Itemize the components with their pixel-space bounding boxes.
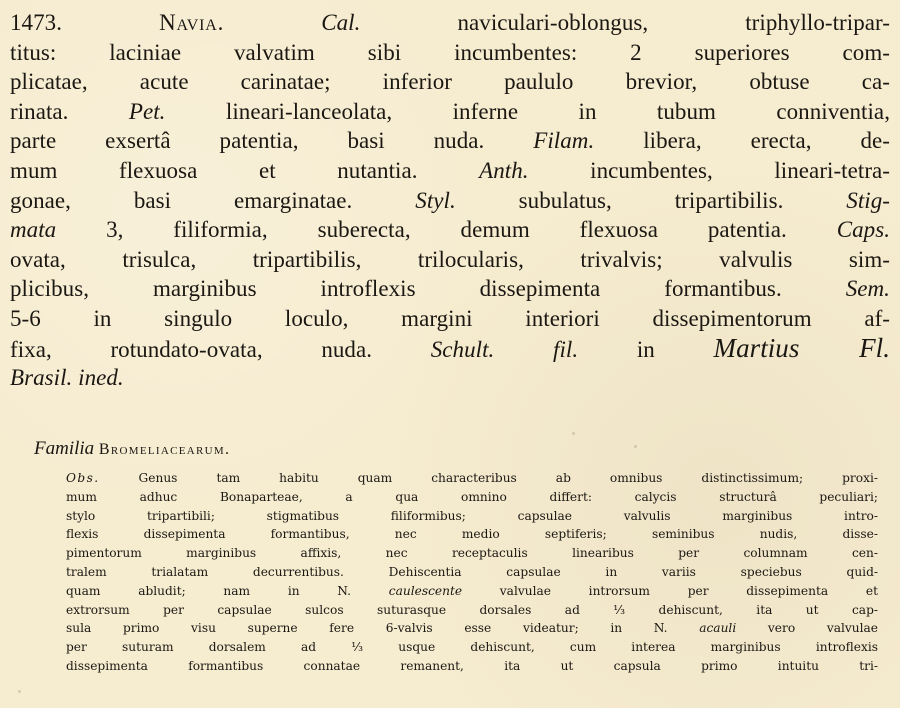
main-text-run: 3, filiformia, suberecta, demum flexuosa patentia. (56, 217, 837, 243)
main-text-run: ovata, trisulca, tripartibilis, trilocularis, trivalvis; valvulis sim- (10, 246, 890, 272)
main-text-run: Pet. (128, 98, 166, 124)
main-line (10, 38, 890, 68)
main-text-run: in (578, 336, 714, 362)
main-text-run: plicibus, marginibus introflexis dissepimenta formantibus. (10, 276, 846, 302)
main-text-run: mum flexuosa et nutantia. (10, 157, 480, 183)
main-line (10, 186, 890, 216)
main-line (10, 363, 890, 393)
main-text-run: Navia. (159, 10, 225, 35)
family-line (34, 437, 230, 462)
main-text-run: plicatae, acute carinatae; inferior paululo brevior, obtuse ca- (10, 69, 890, 95)
obs-line (66, 582, 878, 601)
main-text-run: Brasil. ined. (10, 365, 124, 391)
main-text-run: Styl. (415, 187, 456, 213)
main-text-run: Sem. (845, 276, 890, 302)
main-text-run: fixa, rotundato-ovata, nuda. (10, 336, 431, 362)
obs-text-run: dissepimenta formantibus connatae remanent, ita ut capsula primo intuitu tri- (66, 658, 878, 673)
main-text-run: mata (10, 217, 57, 243)
obs-line (66, 601, 878, 620)
paper-speck (634, 445, 637, 448)
main-text-run: gonae, basi emarginatae. (10, 187, 416, 213)
main-text-run: naviculari-oblongus, triphyllo-tripar- (360, 10, 890, 35)
obs-line (66, 507, 878, 526)
obs-line (66, 488, 878, 507)
main-text-run: 1473. (10, 10, 160, 35)
obs-text-run: flexis dissepimenta formantibus, nec medio septiferis; seminibus nudis, disse- (66, 527, 878, 542)
main-line (10, 274, 890, 304)
obs-text-run: mum adhuc Bonaparteae, a qua omnino differt: calycis structurâ peculiari; (66, 489, 878, 504)
main-text-run: incumbentes, lineari-tetra- (528, 157, 890, 183)
main-text-run: Schult. fil. (430, 336, 579, 362)
main-text-run: rinata. (10, 98, 129, 124)
obs-text-run: acauli (699, 621, 737, 636)
obs-line (66, 619, 878, 638)
obs-line (66, 638, 878, 657)
main-text-run: Cal. (321, 10, 361, 35)
obs-line (66, 563, 878, 582)
obs-text-run: vero valvulae (736, 621, 879, 636)
main-line (10, 126, 890, 156)
main-text-run: Filam. (533, 128, 595, 154)
obs-text-run: Obs. (66, 471, 100, 485)
main-line (10, 245, 890, 275)
main-text-run: Martius Fl. (713, 332, 890, 363)
obs-text-run: pimentorum marginibus affixis, nec receptaculis linearibus per columnam cen- (66, 546, 878, 561)
main-text-run: Caps. (836, 217, 890, 243)
family-name: Bromeliacearum. (98, 441, 231, 458)
main-text-run: Anth. (479, 157, 529, 183)
obs-text-run: per suturam dorsalem ad ⅓ usque dehiscunt, cum interea marginibus introflexis (66, 640, 878, 655)
main-text-run: subulatus, tripartibilis. (455, 187, 847, 213)
main-line (10, 334, 890, 364)
paper-speck (572, 432, 575, 435)
main-text-run: lineari-lanceolata, inferne in tubum conniventia, (165, 98, 890, 124)
main-line (10, 156, 890, 186)
obs-text-run: tralem trialatam decurrentibus. Dehiscentia capsulae in variis speciebus quid- (66, 564, 878, 579)
main-text-run: Stig- (846, 187, 890, 213)
main-text-run: titus: laciniae valvatim sibi incumbentes: 2 superiores com- (10, 39, 890, 65)
obs-text-run: Genus tam habitu quam characteribus ab omnibus distinctissimum; proxi- (99, 471, 878, 485)
main-text-run: 5-6 in singulo loculo, margini interiori dissepimentorum af- (10, 305, 890, 331)
main-line (10, 67, 890, 97)
obs-text-run: valvulae introrsum per dissepimenta et (462, 583, 878, 598)
obs-text-run: stylo tripartibili; stigmatibus filiformibus; capsulae valvulis marginibus intro- (66, 508, 878, 523)
main-text-run: parte exsertâ patentia, basi nuda. (10, 128, 534, 154)
obs-text-run: caulescente (388, 583, 463, 598)
main-line (10, 215, 890, 245)
family-label: Familia (34, 438, 95, 459)
main-text-run: libera, erecta, de- (594, 128, 890, 154)
genus-description (10, 8, 890, 393)
main-line (10, 304, 890, 334)
paper-speck (18, 690, 21, 693)
observation-note (66, 469, 878, 676)
main-line (10, 97, 890, 127)
obs-text-run: extrorsum per capsulae sulcos suturasque dorsales ad ⅓ dehiscunt, ita ut cap- (66, 602, 878, 617)
main-text-run (224, 10, 321, 35)
main-line (10, 8, 890, 38)
obs-line (66, 525, 878, 544)
obs-line (66, 657, 878, 676)
obs-line (66, 469, 878, 488)
obs-text-run: quam abludit; nam in N. (66, 583, 389, 598)
obs-line (66, 544, 878, 563)
obs-text-run: sula primo visu superne fere 6-valvis esse videatur; in N. (66, 621, 700, 636)
